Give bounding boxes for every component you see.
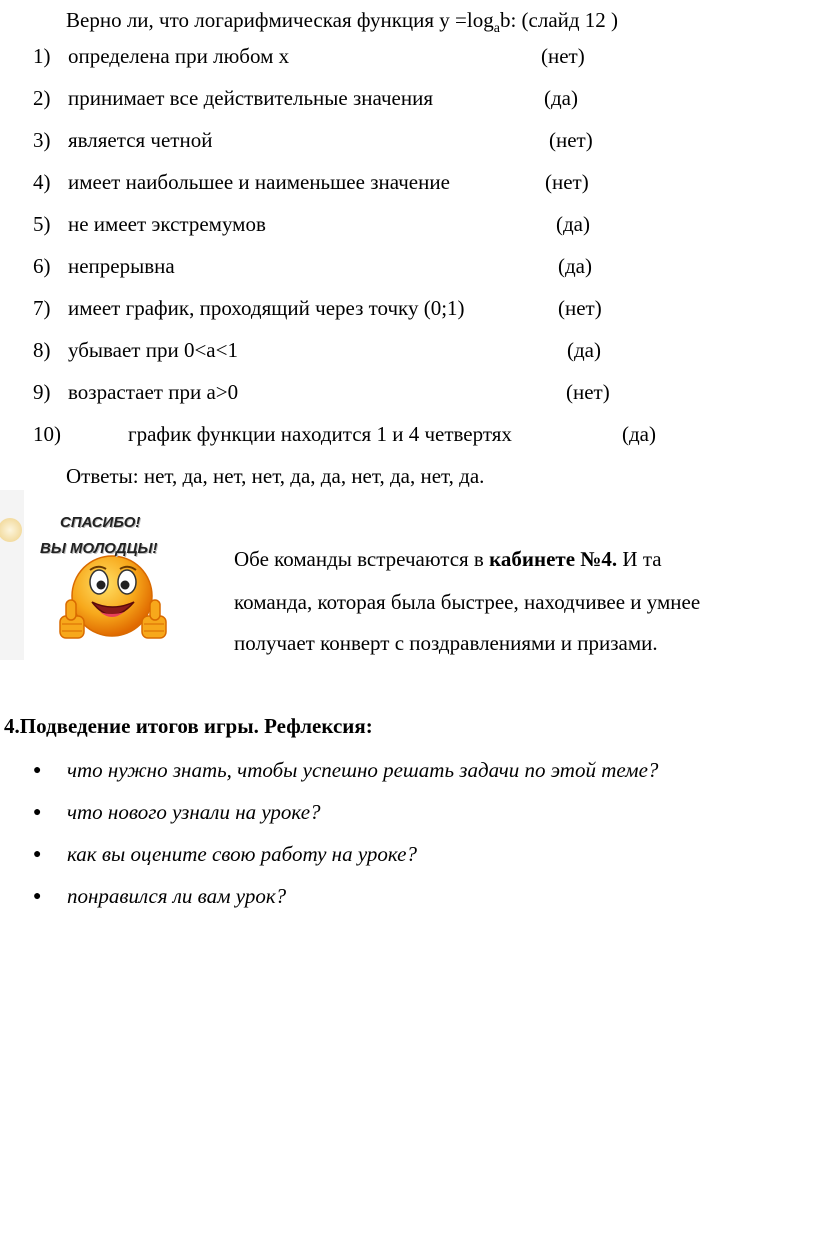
- item-number: 4): [33, 170, 51, 194]
- item-text: убывает при 0<a<1: [68, 338, 238, 362]
- item-text: не имеет экстремумов: [68, 212, 266, 236]
- bullet-icon: ●: [33, 847, 42, 862]
- thanks-sticker: [0, 490, 190, 660]
- item-number: 8): [33, 338, 51, 362]
- item-answer: (нет): [558, 296, 602, 320]
- item-text: принимает все действительные значения: [68, 86, 434, 110]
- item-number: 5): [33, 212, 51, 236]
- bullet-icon: ●: [33, 763, 42, 778]
- item-text: имеет наибольшее и наименьшее значение: [68, 170, 450, 194]
- item-text: определена при любом х: [68, 44, 290, 68]
- bullet-icon: ●: [33, 889, 42, 904]
- question-heading: [66, 10, 618, 36]
- item-number: 9): [33, 380, 51, 404]
- item-text: является четной: [68, 128, 213, 152]
- item-answer: (нет): [545, 170, 589, 194]
- bullet-icon: ●: [33, 805, 42, 820]
- item-number: 1): [33, 44, 51, 68]
- item-text: возрастает при a>0: [68, 380, 239, 404]
- item-number: 3): [33, 128, 51, 152]
- section-title: 4.Подведение итогов игры. Рефлексия:: [4, 714, 373, 738]
- item-answer: (да): [556, 212, 590, 236]
- item-number: 7): [33, 296, 51, 320]
- info-line-3: получает конверт с поздравлениями и призами.: [234, 631, 658, 655]
- info-line-1: [234, 549, 662, 570]
- item-answer: (да): [567, 338, 601, 362]
- item-number: 10): [33, 422, 61, 446]
- sticker-line-2: ВЫ МОЛОДЦЫ!: [40, 540, 158, 557]
- item-answer: (да): [558, 254, 592, 278]
- item-answer: (нет): [541, 44, 585, 68]
- item-answer: (нет): [566, 380, 610, 404]
- bullet-text: что нужно знать, чтобы успешно решать задачи по этой теме?: [67, 758, 659, 782]
- item-number: 2): [33, 86, 51, 110]
- item-answer: (да): [544, 86, 578, 110]
- item-answer: (да): [622, 422, 656, 446]
- question-prefix: Верно ли, что логарифмическая функция y =log: [66, 8, 494, 32]
- sticker-line-1: СПАСИБО!: [60, 514, 141, 531]
- bullet-text: понравился ли вам урок?: [67, 884, 287, 908]
- bullet-text: что нового узнали на уроке?: [67, 800, 321, 824]
- info-line-2: команда, которая была быстрее, находчивее и умнее: [234, 590, 701, 614]
- question-suffix: b: (слайд 12 ): [499, 8, 619, 32]
- log-base-subscript: a: [493, 21, 500, 37]
- item-answer: (нет): [549, 128, 593, 152]
- item-number: 6): [33, 254, 51, 278]
- item-text: график функции находится 1 и 4 четвертях: [128, 422, 512, 446]
- bullet-text: как вы оцените свою работу на уроке?: [67, 842, 418, 866]
- info-text: Обе команды встречаются в: [234, 547, 490, 571]
- item-text: имеет график, проходящий через точку (0;1): [68, 296, 465, 320]
- answers-line: Ответы: нет, да, нет, нет, да, да, нет, да, нет, да.: [66, 464, 485, 488]
- item-text: непрерывна: [68, 254, 175, 278]
- info-text: И та: [617, 547, 662, 571]
- cabinet-number: кабинете №4.: [489, 547, 618, 571]
